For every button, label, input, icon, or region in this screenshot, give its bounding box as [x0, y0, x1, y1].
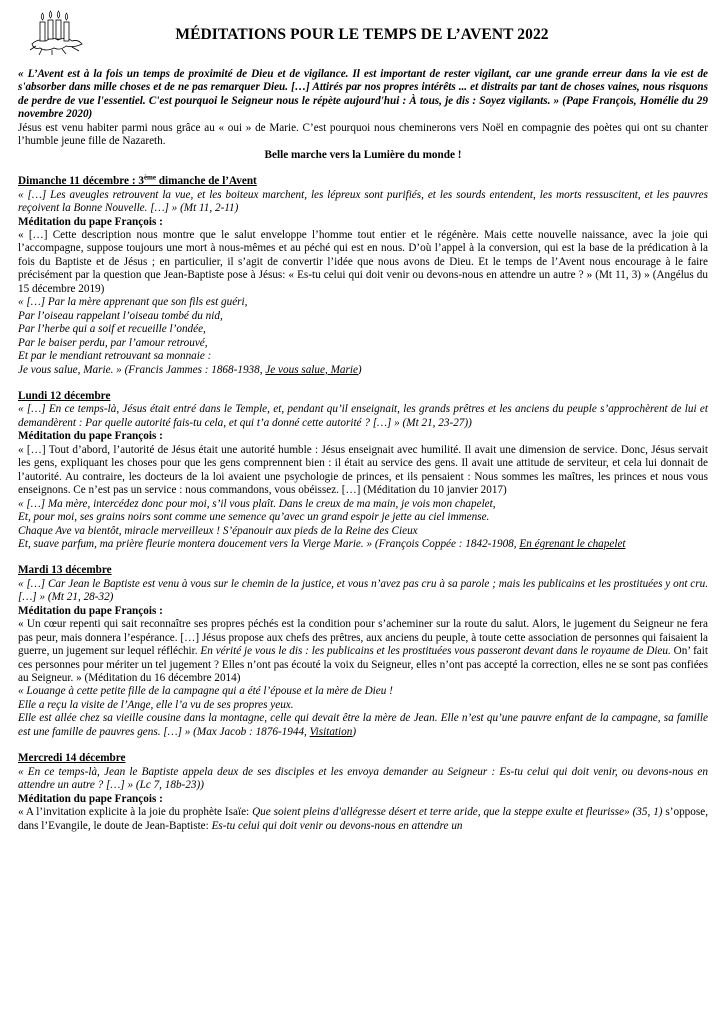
poem-line: « Louange à cette petite fille de la campagne qui a été l’épouse et la mère de Dieu !	[18, 685, 393, 698]
meditation-text: « Un cœur repenti qui sait reconnaître ses propres péchés est la condition pour s’acheminer sur la route du salut. Alors, le jugement du Seigneur ne fera pas peur, mais donnera l’espérance. […] Jésus propose aux chefs des prêtres, aux anciens du peuple, à toute cette association de personnes qui faisaient la guerre, un jugement sur lequel réfléchir. En vérité je vous le dis : les publicains et les prostituées vous passeront devant dans le royaume de Dieu. On’ fait ces personnes pour mériter un tel jugement ? Elles n’ont pas écouté la voix du Seigneur, elles n’ont pas accepté la correction, elles ne se sont pas confiées au Seigneur. » (Méditation du 16 décembre 2014)	[18, 618, 708, 685]
gospel-excerpt: « […] Car Jean le Baptiste est venu à vous sur le chemin de la justice, et vous n’avez pas cru à sa parole ; mais les publicains et les prostituées y ont cru. […] » (Mt 21, 28-32)	[18, 577, 708, 604]
poem-attribution: Je vous salue, Marie. » (Francis Jammes : 1868-1938, Je vous salue, Marie)	[18, 363, 362, 376]
meditation-text: « […] Tout d’abord, l’autorité de Jésus était une autorité humble : Jésus enseignait avec humilité. Il avait une dimension de service. Donc, Jésus servait les gens, expliquant les choses pour que les gens comprennent bien : il était au service des gens. Il avait une attitude de serviteur, et cela lui donnait de l’autorité. Au contraire, les docteurs de la loi avaient une psychologie de princes, et ils pensaient : Nous sommes les maîtres, les princes et nous vous enseignons. Ce n’est pas un service : nous commandons, vous obéissez. […] (Méditation du 10 janvier 2017)	[18, 443, 708, 497]
intro-text: Jésus est venu habiter parmi nous grâce au « oui » de Marie. C’est pourquoi nous cheminerons vers Noël en compagnie des poètes qui ont su chanter l’humble jeune fille de Nazareth.	[18, 121, 708, 148]
meditation-text: « […] Cette description nous montre que le salut enveloppe l’homme tout entier et le régénère. Mais cette nouvelle naissance, avec la joie qui l’accompagne, suppose toujours une mort à nous-mêmes et au péché qui est en nous. D’où l’appel à la conversion, qui est la base de la prédication à la fois du Baptiste et de Jésus ; en particulier, il s’agit de convertir l’idée que nous avons de Dieu. Et le temps de l’Avent nous encourage à le faire précisément par la question que Jean-Baptiste pose à Jésus: « Es-tu celui qui doit venir ou devons-nous en attendre un autre ? » (Mt 11, 3) » (Angélus du 15 décembre 2019)	[18, 228, 708, 295]
meditation-text: « A l’invitation explicite à la joie du prophète Isaïe: Que soient pleins d'allégresse désert et terre aride, que la steppe exulte et fleurisse» (35, 1) s’oppose, dans l’Evangile, le doute de Jean-Baptiste: Es-tu celui qui doit venir ou devons-nous en attendre un	[18, 806, 708, 832]
gospel-excerpt: « […] Les aveugles retrouvent la vue, et les boiteux marchent, les lépreux sont purifiés, et les sourds entendent, les morts ressuscitent, et les pauvres reçoivent la Bonne Nouvelle. […] » (Mt 11, 2-11)	[18, 188, 708, 215]
poem-line: Par l’herbe qui a soif et recueille l’ondée,	[18, 323, 206, 336]
day-heading-tuesday: Mardi 13 décembre	[18, 564, 112, 577]
poem-line: Et, pour moi, ses grains noirs sont comme une semence qu’avec un grand espoir je jette au ciel immense.	[18, 511, 490, 524]
poem-line: « […] Ma mère, intercédez donc pour moi, s’il vous plaît. Dans le creux de ma main, je vois mon chapelet,	[18, 497, 496, 510]
day-heading-monday: Lundi 12 décembre	[18, 389, 111, 402]
day-heading-wednesday: Mercredi 14 décembre	[18, 752, 126, 765]
poem-attribution: Elle est allée chez sa vieille cousine dans la montagne, celle qui devait être la mère de Jean. Elle n’est qu’une pauvre enfant de la campagne, sa famille est une famille de pauvres gens. […] » (Max Jacob : 1876-1944, Visitation)	[18, 712, 708, 738]
poem-line: Par le baiser perdu, par l’amour retrouvé,	[18, 336, 208, 349]
meditation-label: Méditation du pape François :	[18, 430, 163, 443]
gospel-excerpt: « En ce temps-là, Jean le Baptiste appela deux de ses disciples et les envoya demander au Seigneur : Es-tu celui qui doit venir, ou devons-nous en attendre un autre ? […] » (Lc 7, 18b-23))	[18, 765, 708, 792]
poem-title-link[interactable]: En égrenant le chapelet	[519, 537, 626, 550]
poem-title-link[interactable]: Je vous salue, Marie	[265, 363, 358, 376]
intro-quote: « L’Avent est à la fois un temps de proximité de Dieu et de vigilance. Il est important de rester vigilant, car une grande erreur dans la vie est de s'absorber dans mille choses et de ne pas remarquer Dieu. […] Attirés par nos propres intérêts ... et distraits par tant de choses vaines, nous risquons de perdre de vue l'essentiel. C'est pourquoi le Seigneur nous le répète aujourd'hui : À tous, je dis : Soyez vigilants. » (Pape François, Homélie du 29 novembre 2020)	[18, 68, 708, 121]
poem-line: Elle a reçu la visite de l’Ange, elle l’a vu de ses propres yeux.	[18, 698, 294, 711]
poem-line: Chaque Ave va bientôt, miracle merveilleux ! S’épanouir aux pieds de la Reine des Cieux	[18, 524, 418, 537]
gospel-excerpt: « […] En ce temps-là, Jésus était entré dans le Temple, et, pendant qu’il enseignait, les grands prêtres et les anciens du peuple s’approchèrent de lui et demandèrent : Par quelle autorité fais-tu cela, et qui t’a donné cette autorité ? […] » (Mt 21, 23-27))	[18, 403, 708, 429]
poem-attribution: Et, suave parfum, ma prière fleurie montera doucement vers la Vierge Marie. » (François Coppée : 1842-1908, En égrenant le chapelet	[18, 537, 626, 550]
day-heading-sunday: Dimanche 11 décembre : 3ème dimanche de l’Avent	[18, 173, 257, 188]
meditation-label: Méditation du pape François :	[18, 604, 163, 617]
meditation-label: Méditation du pape François :	[18, 215, 163, 228]
page-title: MÉDITATIONS POUR LE TEMPS DE L’AVENT 2022	[175, 26, 549, 43]
poem-title-link[interactable]: Visitation	[309, 725, 353, 738]
document-body	[18, 68, 708, 833]
meditation-label: Méditation du pape François :	[18, 792, 163, 805]
poem-line: Et par le mendiant retrouvant sa monnaie :	[18, 350, 212, 363]
poem-line: Par l’oiseau rappelant l’oiseau tombé du nid,	[18, 309, 223, 322]
intro-tagline: Belle marche vers la Lumière du monde !	[264, 148, 462, 161]
poem-line: « […] Par la mère apprenant que son fils est guéri,	[18, 296, 248, 309]
